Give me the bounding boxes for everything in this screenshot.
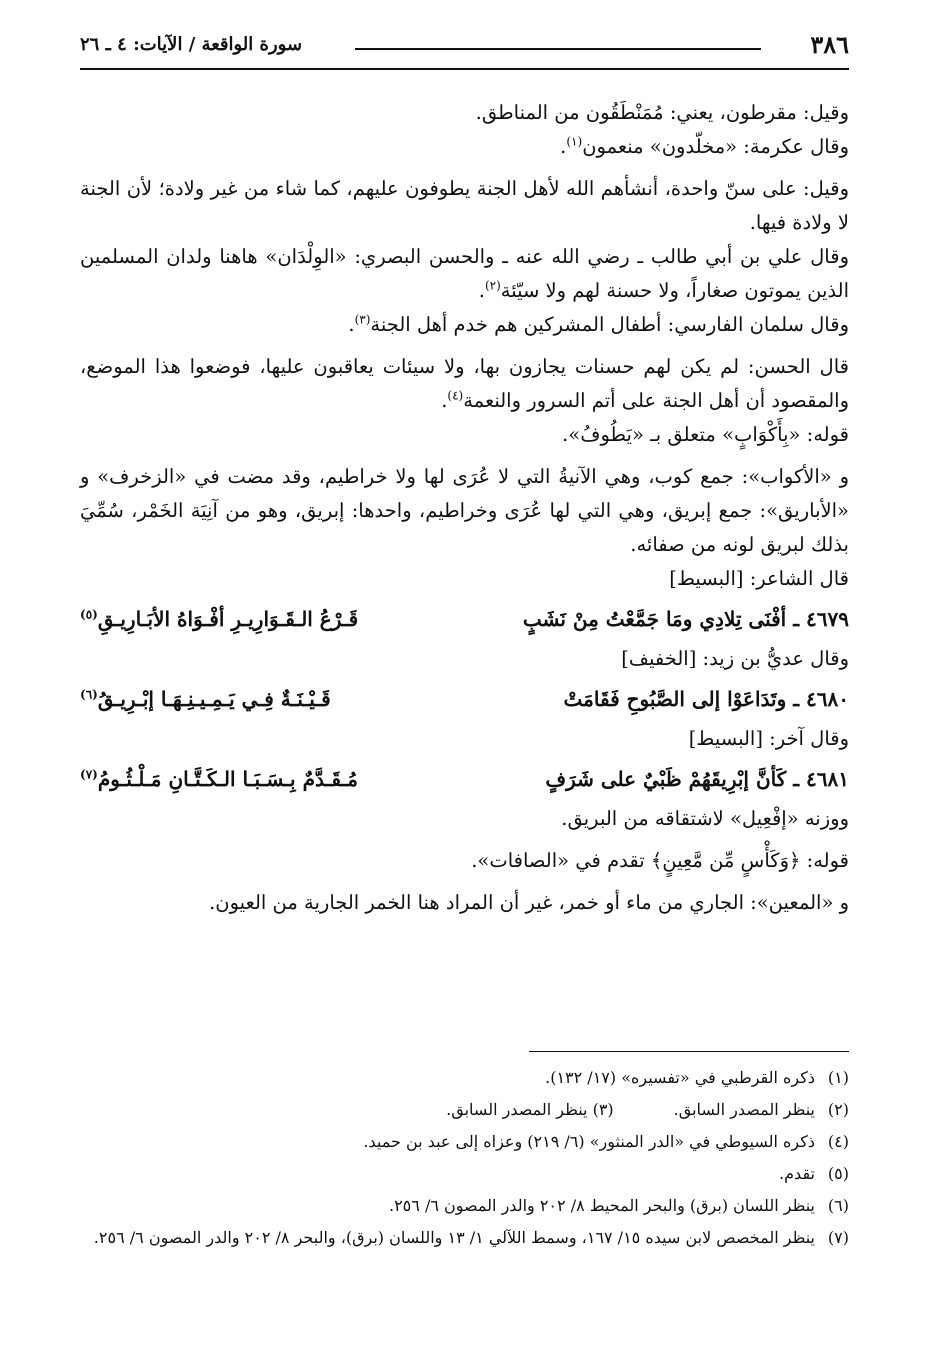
footnote: (٥)تقدم.	[779, 1164, 849, 1183]
footnote-separator	[529, 1051, 849, 1052]
header-rule	[355, 48, 761, 50]
verse-second-hemistich: قَـيْـنَـةٌ فِـي يَـمِـيـنِـهَـا إبْـرِيـقُ$^{(٦)}$	[80, 687, 331, 711]
running-title: سورة الواقعة / الآيات: ٤ ـ ٢٦	[80, 34, 303, 55]
verse-second-hemistich: مُـقَـدَّمٌ بِـسَـبَـا الـكَـتَّـانِ مَـلْـثُـومُ$^{(٧)}$	[80, 767, 359, 791]
paragraph: قوله: ﴿وَكَأْسٍ مِّن مَّعِينٍ﴾ تقدم في «الصافات».	[471, 849, 849, 872]
poem-verse	[80, 756, 849, 802]
footnote: (٧)ينظر المخصص لابن سيده ١٥/ ١٦٧، وسمط اللآلي ١/ ١٣ واللسان (برق)، والبحر ٨/ ٢٠٢ والدر المصون ٦/ ٢٥٦.	[93, 1228, 849, 1247]
paragraph: و «الأكواب»: جمع كوب، وهي الآنيةُ التي لا عُرَى لها ولا خراطيم، وقد مضت في «الزخرف» و «الأباريق»: جمع إبريق، وهي التي لها عُرَى وخراطيم، واحدها: إبريق، وهو من آنِيَة الخَمْر، سُمِّيَ بذلك لبريق لونه من صفائه.	[80, 465, 849, 556]
paragraph: ووزنه «إفْعِيل» لاشتقاقه من البريق.	[561, 807, 849, 830]
footnote-ref: (٧)	[80, 767, 98, 782]
footnote-ref: (٦)	[80, 687, 98, 702]
paragraph: قال الحسن: لم يكن لهم حسنات يجازون بها، ولا سيئات يعاقبون عليها، فوضعوا هذا الموضع، والمقصود أن أهل الجنة على أتم السرور والنعمة$^{(٤)}$.	[80, 355, 849, 412]
footnote: (١)ذكره القرطبي في «تفسيره» (١٧/ ١٣٢).	[545, 1068, 849, 1087]
verse-second-hemistich: قَـرْعُ الـقَـوَارِيـرِ أفْـوَاهُ الأبَـارِيـقِ$^{(٥)}$	[80, 607, 359, 631]
paragraph: وقال سلمان الفارسي: أطفال المشركين هم خدم أهل الجنة$^{(٣)}$.	[348, 312, 849, 336]
footnote-ref: (٥)	[80, 607, 98, 622]
footnote-ref: (٣)	[354, 312, 371, 327]
page-header	[80, 28, 849, 70]
paragraph: قوله: «بِأَكْوَابٍ» متعلق بـ «يَطُوفُ».	[562, 423, 849, 446]
page-number: ٣٨٦	[810, 30, 849, 59]
paragraph: وقال علي بن أبي طالب ـ رضي الله عنه ـ والحسن البصري: «الوِلْدَان» هاهنا ولدان المسلمين الذين يموتون صغاراً، ولا حسنة لهم ولا سيّئة$^{(٢)}$.	[80, 245, 849, 302]
meter-label: وقال آخر: [البسيط]	[688, 727, 849, 750]
paragraph: وقيل: على سنّ واحدة، أنشأهم الله لأهل الجنة يطوفون عليهم، كما شاء من غير ولادة؛ لأن الجنة لا ولادة فيها.	[80, 177, 849, 234]
footnotes	[80, 1062, 849, 1254]
verse-first-hemistich: ٤٦٨٠ ـ وتَدَاعَوْا إلى الصَّبُوحِ فَقَامَتْ	[563, 687, 849, 711]
footnote: (٤)ذكره السيوطي في «الدر المنثور» (٦/ ٢١٩) وعزاه إلى عبد بن حميد.	[363, 1132, 849, 1151]
footnote-ref: (١)	[566, 134, 583, 149]
footnote: (٦)ينظر اللسان (برق) والبحر المحيط ٨/ ٢٠٢ والدر المصون ٦/ ٢٥٦.	[388, 1196, 849, 1215]
poem-verse	[80, 596, 849, 642]
paragraph: وقال عكرمة: «مخلّدون» منعمون$^{(١)}$.	[560, 134, 849, 158]
verse-first-hemistich: ٤٦٨١ ـ كَأنَّ إبْرِيقَهُمْ ظَبْيٌ على شَرَفٍ	[545, 767, 849, 791]
paragraph: وقيل: مقرطون، يعني: مُمَنْطَقُون من المناطق.	[475, 101, 849, 124]
footnote-ref: (٤)	[447, 388, 464, 403]
meter-label: وقال عديُّ بن زيد: [الخفيف]	[621, 647, 849, 670]
footnote-ref: (٢)	[484, 278, 501, 293]
main-text	[80, 96, 849, 920]
footnote: (٢)ينظر المصدر السابق.(٣) ينظر المصدر السابق.	[446, 1100, 849, 1119]
verse-first-hemistich: ٤٦٧٩ ـ أفْنَى تِلادِي ومَا جَمَّعْتُ مِنْ نَشَبٍ	[522, 607, 849, 631]
paragraph: و «المعين»: الجاري من ماء أو خمر، غير أن المراد هنا الخمر الجارية من العيون.	[209, 891, 849, 914]
poem-verse	[80, 676, 849, 722]
meter-label: قال الشاعر: [البسيط]	[669, 567, 849, 590]
